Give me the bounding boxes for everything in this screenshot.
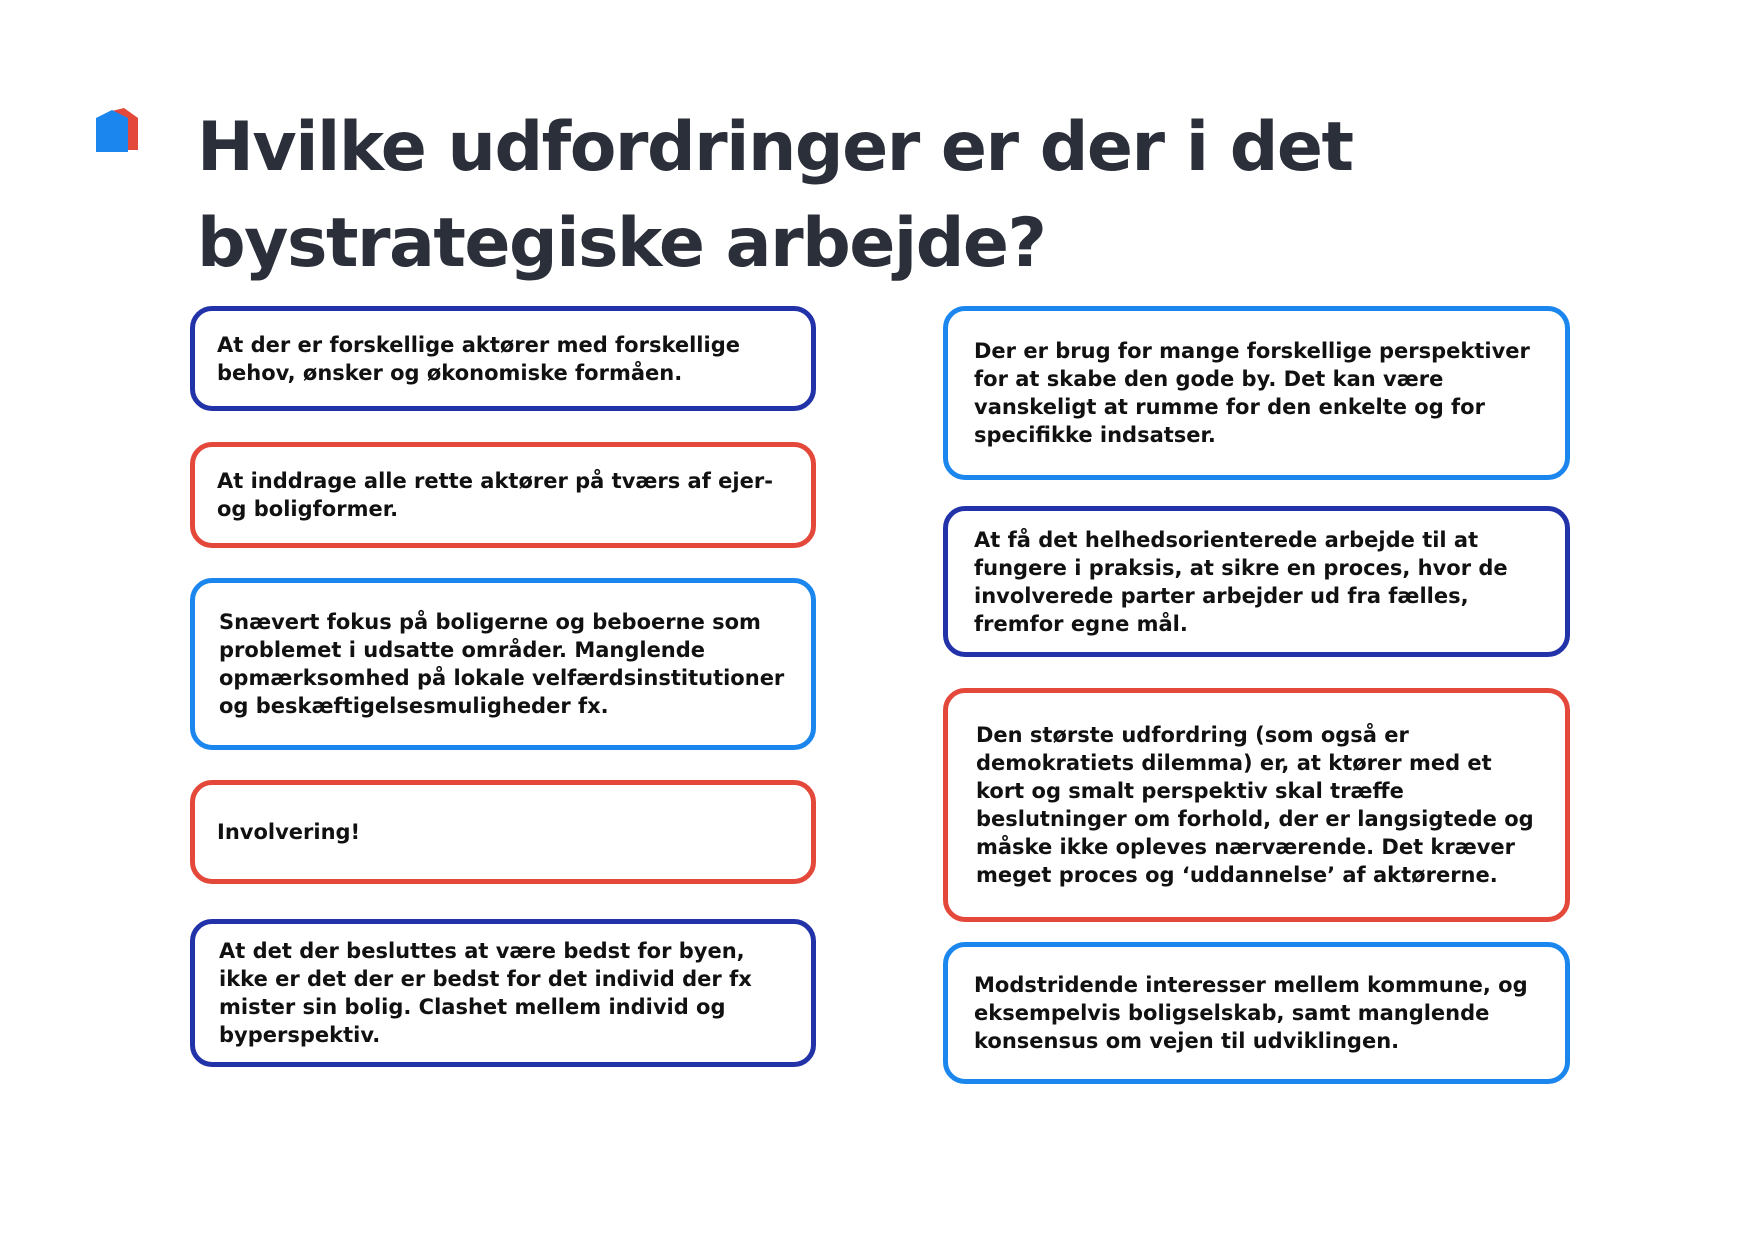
challenge-text: Snævert fokus på boligerne og beboerne som problemet i udsatte områder. Manglende opmærksomhed på lokale velfærdsinstitutioner og beskæftigelsesmuligheder fx. [219, 610, 785, 718]
challenge-card-involve-actors [190, 442, 816, 548]
challenge-text: At der er forskellige aktører med forskellige behov, ønsker og økonomiske formåen. [217, 332, 740, 385]
challenge-text: Modstridende interesser mellem kommune, og eksempelvis boligselskab, samt manglende konsensus om vejen til udviklingen. [974, 973, 1528, 1053]
challenge-text: Involvering! [217, 820, 361, 844]
challenge-card-democratic-dilemma [943, 688, 1570, 922]
challenge-text: At det der besluttes at være bedst for byen, ikke er det der er bedst for det individ der fx mister sin bolig. Clashet mellem individ og byperspektiv. [219, 939, 752, 1047]
challenge-text: At inddrage alle rette aktører på tværs af ejer- og boligformer. [217, 469, 773, 521]
challenge-card-different-actors [190, 306, 816, 411]
challenge-text: At få det helhedsorienterede arbejde til at fungere i praksis, at sikre en proces, hvor de involverede parter arbejder ud fra fælles, fremfor egne mål. [974, 527, 1508, 636]
challenge-card-involvement [190, 780, 816, 884]
challenge-card-city-vs-individual [190, 919, 816, 1067]
challenge-card-conflicting-interests [943, 942, 1570, 1084]
page-title: Hvilke udfordringer er der i det bystrategiske arbejde? [197, 108, 1353, 283]
challenge-text: Den største udfordring (som også er demokratiets dilemma) er, at ktører med et kort og smalt perspektiv skal træffe beslutninger om forhold, der er langsigtede og måske ikke opleves nærværende. Det kræver meget proces og ‘uddannelse’ af aktørerne. [976, 723, 1534, 887]
challenge-card-holistic-work [943, 506, 1570, 657]
brand-logo-icon [96, 106, 142, 156]
challenge-text: Der er brug for mange forskellige perspektiver for at skabe den gode by. Det kan være vanskeligt at rumme for den enkelte og for specifikke indsatser. [974, 339, 1530, 447]
challenge-card-narrow-focus [190, 578, 816, 750]
challenge-card-many-perspectives [943, 306, 1570, 480]
